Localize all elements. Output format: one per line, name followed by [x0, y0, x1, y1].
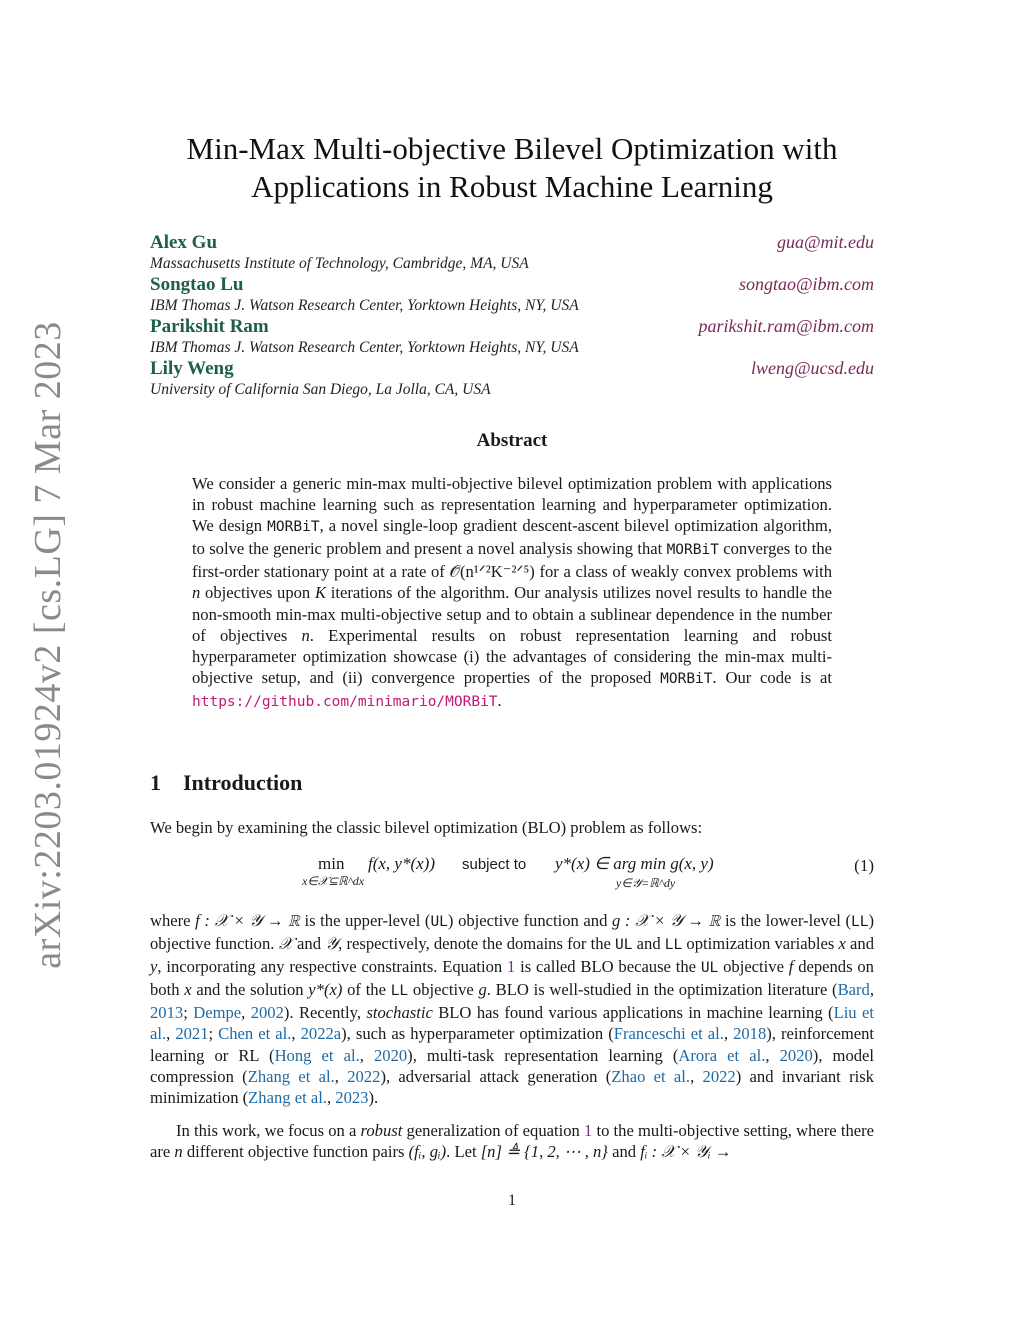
author-affiliation: IBM Thomas J. Watson Research Center, Yorktown Heights, NY, USA [150, 297, 579, 314]
intro-paragraph-2 [150, 1120, 874, 1162]
body-text: objective [408, 980, 479, 1000]
body-text: is the upper-level ( [299, 911, 431, 930]
abstract-text: for a class of weakly convex problems with [534, 562, 832, 582]
math-variable: n [174, 1142, 183, 1162]
math-expression: fᵢ : 𝒳 × 𝒴ᵢ → [640, 1142, 732, 1162]
body-text: is called BLO because the [515, 957, 701, 977]
algorithm-name: MORBiT [660, 670, 713, 687]
body-text: , respectively, denote the domains for the [338, 934, 616, 954]
body-text: , incorporating any respective constraints. Equation [157, 957, 507, 977]
math-expression: y*(x) [308, 980, 343, 1000]
citation-separator: , [359, 1045, 374, 1065]
citation-year-link[interactable]: 2020 [373, 1045, 408, 1065]
body-text: and the solution [191, 980, 309, 1000]
author-row [150, 274, 874, 296]
equation-reference-link[interactable]: 1 [506, 957, 516, 977]
citation-separator: , [723, 1024, 734, 1044]
body-text: to the multi-objective setting, where there are [150, 1121, 874, 1162]
body-text: and [632, 934, 665, 954]
author-name: Alex Gu [150, 232, 218, 253]
author-affiliation: University of California San Diego, La Jolla, CA, USA [150, 381, 491, 398]
citation-link[interactable]: Chen et al. [218, 1024, 292, 1044]
eq-argmin-subscript: y∈𝒴=ℝ^dy [616, 876, 676, 890]
arxiv-sidebar [18, 321, 78, 969]
body-text: ), multi-task representation learning ( [407, 1045, 679, 1065]
eq-lower-problem: y*(x) ∈ arg min g(x, y) [555, 854, 714, 873]
math-expression: f : 𝒳 × 𝒴 → ℝ [195, 911, 300, 930]
abstract-text: . [497, 690, 502, 710]
equation-1 [150, 852, 874, 894]
author-name: Lily Weng [150, 358, 234, 379]
eq-upper-objective: f(x, y*(x)) [368, 854, 436, 873]
math-expression: (fᵢ, gᵢ) [408, 1142, 447, 1162]
citation-separator: , [334, 1066, 348, 1086]
body-text: and [845, 934, 874, 954]
body-text: BLO has found various applications in machine learning ( [432, 1003, 834, 1023]
citation-link[interactable]: Dempe [193, 1003, 242, 1023]
body-text: different objective function pairs [182, 1142, 409, 1162]
author-row [150, 358, 874, 380]
citation-separator: , [765, 1045, 780, 1065]
math-variable: x [838, 934, 846, 954]
citation-link[interactable]: Franceschi et al. [613, 1024, 724, 1044]
body-text: where [150, 911, 196, 930]
citation-link[interactable]: Zhao et al. [611, 1066, 691, 1086]
body-text: ). Recently, [283, 1003, 367, 1023]
citation-separator: , [326, 1087, 336, 1107]
body-text: ), model compression ( [150, 1045, 875, 1086]
math-expression: g : 𝒳 × 𝒴 → ℝ [612, 911, 721, 930]
author-email[interactable]: parikshit.ram@ibm.com [698, 316, 874, 336]
citation-link[interactable]: Zhang et al. [247, 1066, 335, 1086]
abstract-text: iterations of the algorithm. Our analysis utilizes novel results to handle the non-smooth min-max multi-objective setup and to obtain a sublinear dependence in the number of objectives [192, 583, 832, 645]
author-email[interactable]: gua@mit.edu [776, 232, 874, 252]
abstract-text: . Our code is at [712, 667, 833, 687]
author-name: Songtao Lu [150, 274, 244, 295]
body-text: ; [208, 1024, 219, 1044]
body-text: of the [342, 980, 391, 1000]
ll-abbrev: LL [390, 983, 409, 1000]
author-affiliation: IBM Thomas J. Watson Research Center, Yorktown Heights, NY, USA [150, 339, 579, 356]
ll-abbrev: LL [664, 937, 683, 954]
body-text: optimization variables [682, 934, 839, 954]
intro-lead: We begin by examining the classic bilevel optimization (BLO) problem as follows: [150, 818, 703, 837]
eq-min: min [318, 854, 345, 873]
section-title: Introduction [183, 770, 303, 795]
body-text: ; [183, 1003, 194, 1023]
citation-year-link[interactable]: 2022a [300, 1024, 342, 1044]
citation-link[interactable]: Bard [837, 980, 870, 1000]
math-variable: x [184, 980, 192, 1000]
citation-separator: , [241, 1003, 251, 1023]
citation-year-link[interactable]: 2013 [150, 1003, 184, 1023]
abstract-text: converges to the first-order stationary point at a rate of [192, 539, 833, 582]
math-variable: f [788, 957, 794, 977]
author-email[interactable]: songtao@ibm.com [738, 274, 874, 294]
math-variable: n [301, 625, 310, 645]
equation-reference-link[interactable]: 1 [584, 1121, 593, 1140]
abstract-body [192, 473, 832, 713]
body-text: ), adversarial attack generation ( [380, 1066, 612, 1086]
math-variable: 𝒴 [325, 934, 339, 954]
body-text: ), reinforcement learning or RL ( [150, 1024, 875, 1065]
abstract-text: objectives upon [200, 583, 315, 603]
citation-separator: , [291, 1024, 301, 1044]
abstract-text: , a novel single-loop gradient descent-ascent bilevel optimization algorithm, to solve the generic problem and present a novel analysis showing that [192, 516, 832, 559]
math-expression: [n] ≜ {1, 2, ⋯ , n} [480, 1142, 608, 1162]
body-text: . BLO is well-studied in the optimization literature ( [486, 980, 838, 1000]
section-heading [150, 770, 302, 796]
body-text: ), such as hyperparameter optimization ( [341, 1024, 614, 1044]
body-text: depends on both [150, 957, 874, 1000]
citation-year-link[interactable]: 2022 [702, 1066, 736, 1086]
section-number: 1 [150, 770, 161, 795]
body-text: ) and invariant risk minimization ( [150, 1066, 874, 1107]
citation-link[interactable]: Hong et al. [274, 1045, 360, 1065]
author-affiliation: Massachusetts Institute of Technology, Cambridge, MA, USA [150, 255, 529, 272]
abstract-text: . Experimental results on robust representation learning and robust hyperparameter optimization showcase (i) the advantages of considering the min-max multi-objective setup, and (ii) convergence properties of the proposed [192, 625, 832, 687]
citation-year-link[interactable]: 2018 [733, 1024, 767, 1044]
citation-separator: , [869, 980, 874, 1000]
body-text: is the lower-level ( [720, 911, 851, 930]
math-variable: 𝒳 [278, 934, 293, 954]
arxiv-identifier: arXiv:2203.01924v2 [cs.LG] 7 Mar 2023 [27, 321, 70, 969]
author-name: Parikshit Ram [150, 316, 269, 337]
citation-link[interactable]: Zhang et al. [248, 1087, 327, 1107]
convergence-rate: 𝒪̃(n¹ᐟ²K⁻²ᐟ⁵) [449, 562, 535, 582]
author-row [150, 232, 874, 254]
equation-number: (1) [854, 856, 874, 875]
algorithm-name: MORBiT [666, 542, 719, 559]
ul-abbrev: UL [430, 914, 448, 930]
citation-link[interactable]: Liu et al. [150, 1003, 874, 1044]
code-url-link[interactable]: https://github.com/minimario/MORBiT [192, 693, 498, 710]
abstract-heading: Abstract [476, 430, 548, 451]
math-variable: g [478, 980, 487, 1000]
title-line-2: Applications in Robust Machine Learning [251, 169, 773, 204]
body-text: and [292, 934, 326, 954]
body-text: ) objective function. [150, 911, 874, 954]
eq-min-subscript: x∈𝒳⊆ℝ^dx [302, 874, 365, 888]
author-row [150, 316, 874, 338]
citation-year-link[interactable]: 2002 [250, 1003, 284, 1023]
citation-separator: , [690, 1066, 703, 1086]
ll-abbrev: LL [850, 914, 869, 930]
page-number: 1 [508, 1192, 516, 1209]
emphasis-text: robust [360, 1121, 403, 1140]
body-text: generalization of equation [402, 1121, 584, 1140]
math-variable: n [192, 583, 201, 603]
author-block [150, 232, 874, 400]
citation-year-link[interactable]: 2023 [335, 1087, 369, 1107]
ul-abbrev: UL [700, 960, 719, 977]
body-text: . Let [446, 1142, 481, 1162]
citation-year-link[interactable]: 2021 [175, 1024, 209, 1044]
citation-year-link[interactable]: 2020 [779, 1045, 813, 1065]
algorithm-name: MORBiT [267, 519, 320, 536]
title-line-1: Min-Max Multi-objective Bilevel Optimization with [186, 131, 838, 166]
citation-separator: , [166, 1024, 176, 1044]
eq-subject-to: subject to [462, 856, 527, 873]
body-text: In this work, we focus on a [176, 1121, 361, 1140]
paper-title [150, 130, 874, 206]
math-variable: K [314, 583, 327, 603]
body-text: ). [368, 1087, 379, 1107]
intro-paragraph-1 [150, 910, 874, 1108]
body-text: objective [718, 957, 789, 977]
body-text: and [607, 1142, 641, 1162]
citation-year-link[interactable]: 2022 [347, 1066, 381, 1086]
body-text: ) objective function and [447, 911, 613, 930]
ul-abbrev: UL [615, 937, 633, 954]
citation-link[interactable]: Arora et al. [678, 1045, 766, 1065]
math-variable: y [150, 957, 158, 977]
author-email[interactable]: lweng@ucsd.edu [750, 358, 874, 378]
emphasis-text: stochastic [366, 1003, 433, 1023]
abstract-text: We consider a generic min-max multi-objective bilevel optimization problem with applications in robust machine learning such as representation learning and hyperparameter optimization. We design [192, 474, 832, 536]
